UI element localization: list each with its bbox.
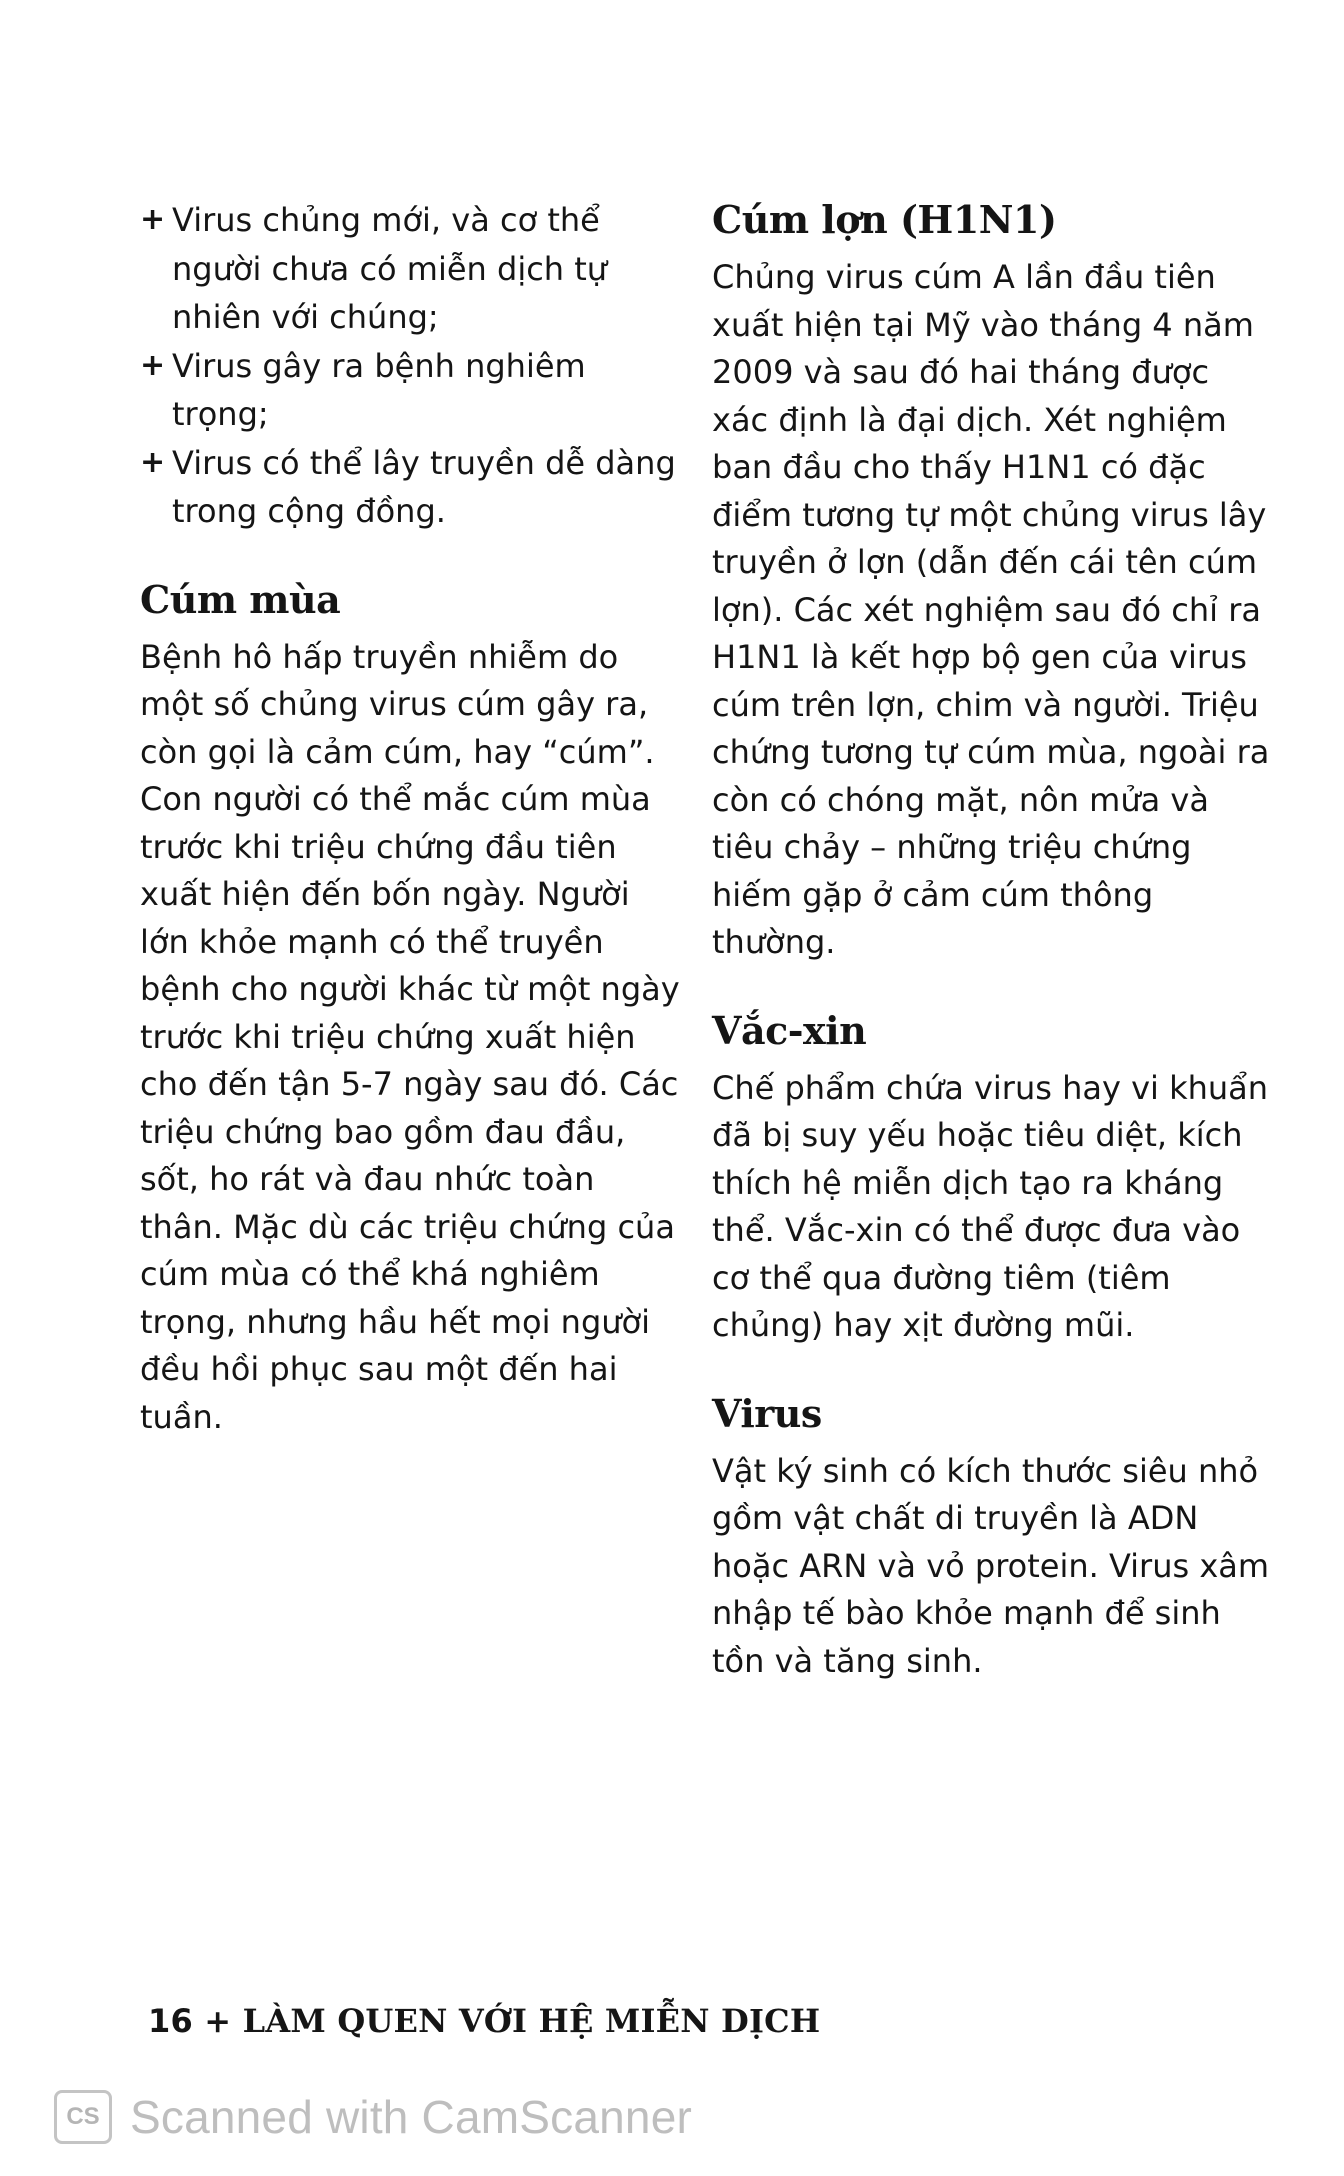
camscanner-watermark (54, 2090, 692, 2144)
section-body-vac-xin: Chế phẩm chứa virus hay vi khuẩn đã bị suy yếu hoặc tiêu diệt, kích thích hệ miễn dịch tạo ra kháng thể. Vắc-xin có thể được đưa vào cơ thể qua đường tiêm (tiêm chủng) hay xịt đường mũi. (712, 1068, 1269, 1344)
camscanner-logo-icon: CS (54, 2090, 112, 2144)
list-item-text: Virus có thể lây truyền dễ dàng trong cộng đồng. (172, 443, 676, 530)
page-footer (148, 2002, 820, 2040)
plus-bullet-icon: + (140, 202, 166, 237)
section-body-cum-mua: Bệnh hô hấp truyền nhiễm do một số chủng virus cúm gây ra, còn gọi là cảm cúm, hay “cúm”. Con người có thể mắc cúm mùa trước khi triệu chứng đầu tiên xuất hiện đến bốn ngày. Người lớn khỏe mạnh có thể truyền bệnh cho người khác từ một ngày trước khi triệu chứng xuất hiện cho đến tận 5-7 ngày sau đó. Các triệu chứng bao gồm đau đầu, sốt, ho rát và đau nhức toàn thân. Mặc dù các triệu chứng của cúm mùa có thể khá nghiêm trọng, nhưng hầu hết mọi người đều hồi phục sau một đến hai tuần. (140, 637, 680, 1436)
book-title: LÀM QUEN VỚI HỆ MIỄN DỊCH (242, 2002, 821, 2040)
list-item (140, 196, 680, 342)
plus-bullet-icon: + (140, 444, 166, 480)
watermark-text: Scanned with CamScanner (130, 2091, 693, 2143)
right-column (712, 196, 1272, 1685)
left-column (140, 196, 680, 1441)
list-item (140, 342, 680, 439)
section-title-cum-mua: Cúm mùa (140, 576, 341, 622)
criteria-list (140, 196, 680, 536)
plus-bullet-icon: + (140, 347, 166, 383)
section-title-vac-xin: Vắc-xin (712, 1007, 867, 1053)
list-item-text: Virus gây ra bệnh nghiêm trọng; (172, 346, 586, 433)
footer-separator: + (204, 2002, 232, 2040)
section-title-virus: Virus (712, 1390, 822, 1436)
section-title-cum-lon: Cúm lợn (H1N1) (712, 197, 1057, 242)
section-body-cum-lon: Chủng virus cúm A lần đầu tiên xuất hiện tại Mỹ vào tháng 4 năm 2009 và sau đó hai tháng được xác định là đại dịch. Xét nghiệm ban đầu cho thấy H1N1 có đặc điểm tương tự một chủng virus lây truyền ở lợn (dẫn đến cái tên cúm lợn). Các xét nghiệm sau đó chỉ ra H1N1 là kết hợp bộ gen của virus cúm trên lợn, chim và người. Triệu chứng tương tự cúm mùa, ngoài ra còn có chóng mặt, nôn mửa và tiêu chảy – những triệu chứng hiếm gặp ở cảm cúm thông thường. (712, 258, 1270, 961)
list-item-text: Virus chủng mới, và cơ thể người chưa có miễn dịch tự nhiên với chúng; (172, 201, 608, 336)
list-item (140, 439, 680, 536)
page-number: 16 (148, 2002, 193, 2040)
section-body-virus: Vật ký sinh có kích thước siêu nhỏ gồm vật chất di truyền là ADN hoặc ARN và vỏ protein. Virus xâm nhập tế bào khỏe mạnh để sinh tồn và tăng sinh. (712, 1451, 1270, 1680)
